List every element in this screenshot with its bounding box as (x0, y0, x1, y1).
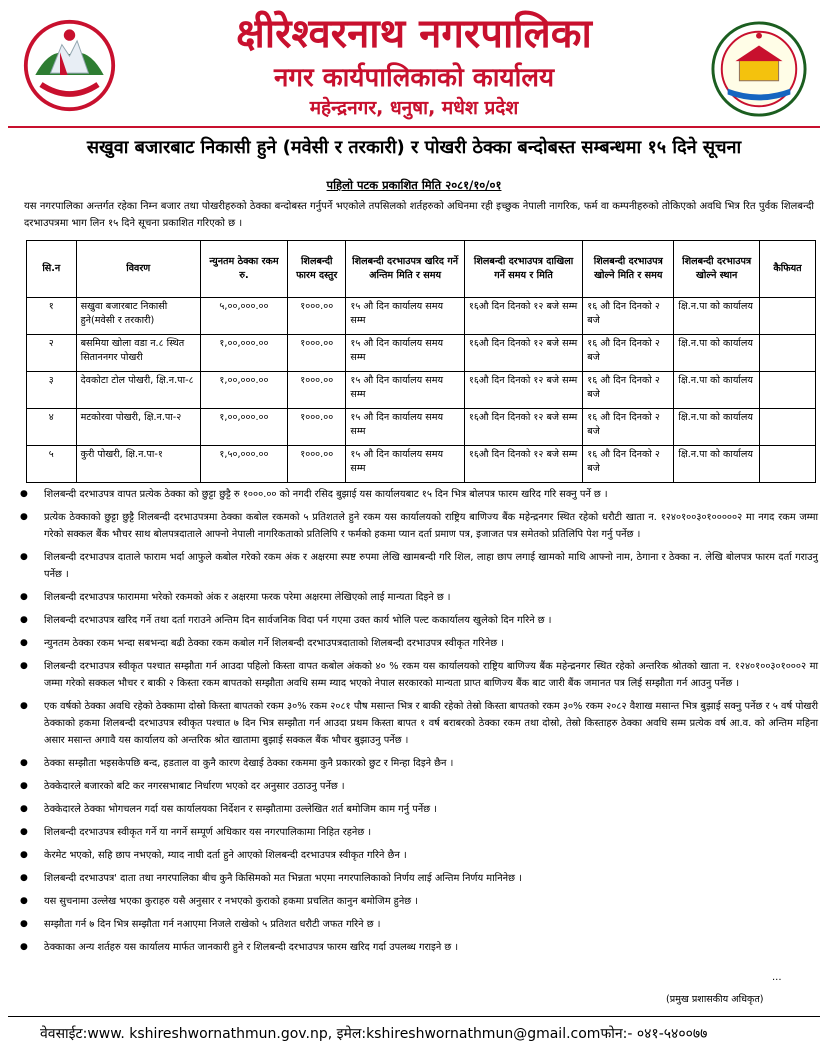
table-cell: क्षि.न.पा को कार्यालय (674, 372, 760, 409)
table-cell (759, 372, 815, 409)
list-item: ● शिलबन्दी दरभाउपत्र वापत प्रत्येक ठेक्का को छुट्टा छुट्टै रु १०००.०० को नगदी रसिद बुझाई यस कार्यालयबाट १५ दिन भित्र बोलपत्र फारम खरिद गरि सक्नु पर्ने छ । (18, 486, 818, 503)
table-cell: १५ औ दिन कार्यालय समय सम्म (346, 409, 464, 446)
list-item: ● प्रत्येक ठेक्काको छुट्टा छुट्टै शिलबन्दी दरभाउपत्रमा ठेक्का कबोल रकमको ५ प्रतिशतले हुने रकम यस कार्यालयको राष्ट्रिय बाणिज्य बैंक महेन्द्रनगर स्थित रहेको धरौटी खाता न. १२४०१००३०१०००००२ मा नगद रकम जम्मा गरेको सक्कल बैंक भौचर साथ बोलपत्रदाताले आफ्नो नेपाली नागरिकताको प्रतिलिपि र फर्मको हकमा प्यान दर्ता प्रमाण पत्र, इजाजत पत्र समेतको प्रतिलिपि पेश गर्नु पर्नेछ । (18, 509, 818, 543)
table-cell: ५ (27, 446, 77, 483)
table-cell: बसमिया खोला वडा न.८ स्थित सिताननगर पोखरी (76, 335, 200, 372)
list-item: ● न्युनतम ठेक्का रकम भन्दा सबभन्दा बढी ठेक्का रकम कबोल गर्ने शिलबन्दी दरभाउपत्रदाताको शिलबन्दी दरभाउपत्र स्वीकृत गरिनेछ । (18, 635, 818, 652)
list-item: ● शिलबन्दी दरभाउपत्र फाराममा भरेको रकमको अंक र अक्षरमा फरक परेमा अक्षरमा लेखिएको लाई मान्यता दिइने छ । (18, 589, 818, 606)
col-header: न्युनतम ठेक्का रकम रु. (200, 241, 287, 298)
col-header: शिलबन्दी दरभाउपत्र खोल्ने स्थान (674, 241, 760, 298)
list-item: ● ठेक्का सम्झौता भइसकेपछि बन्द, हडताल वा कुनै कारण देखाई ठेक्का रकममा कुनै प्रकारको छुट र मिन्हा दिइने छैन । (18, 755, 818, 772)
table-cell: क्षि.न.पा को कार्यालय (674, 335, 760, 372)
table-cell: देवकोटा टोल पोखरी, क्षि.न.पा-८ (76, 372, 200, 409)
table-cell: सखुवा बजारबाट निकासी हुने(मवेसी र तरकारी) (76, 298, 200, 335)
office-address: महेन्द्रनगर, धनुषा, मधेश प्रदेश (309, 97, 519, 119)
header (0, 0, 828, 132)
col-header: विवरण (76, 241, 200, 298)
table-cell: १६ औ दिन दिनको २ बजे (583, 446, 674, 483)
table-cell: १,००,०००.०० (200, 335, 287, 372)
footer-divider (8, 1016, 820, 1017)
table-cell (759, 298, 815, 335)
col-header: सि.न (27, 241, 77, 298)
phone-label: फोन: (600, 1026, 628, 1042)
table-cell: १०००.०० (288, 298, 346, 335)
list-item: ● ठेक्काका अन्य शर्तहरु यस कार्यालय मार्फत जानकारी हुने र शिलबन्दी दरभाउपत्र फारम खरिद गर्दा उपलब्ध गराइने छ । (18, 939, 818, 956)
table-cell: ३ (27, 372, 77, 409)
table-cell: १०००.०० (288, 372, 346, 409)
website-link[interactable]: www. kshireshwornathmun.gov.np, (87, 1026, 333, 1042)
municipality-logo-icon (710, 20, 808, 118)
table-cell: १,००,०००.०० (200, 372, 287, 409)
list-item: ● केरमेट भएको, सहि छाप नभएको, म्याद नाघी दर्ता हुने आएको शिलबन्दी दरभाउपत्र स्वीकृत गरिने छैन । (18, 847, 818, 864)
table-cell: १६ औ दिन दिनको २ बजे (583, 298, 674, 335)
table-cell: १५ औ दिन कार्यालय समय सम्म (346, 372, 464, 409)
list-item: ● ठेक्केदारले बजारको बटि कर नगरसभाबाट निर्धारण भएको दर अनुसार उठाउनु पर्नेछ । (18, 778, 818, 795)
table-cell: १६ औ दिन दिनको २ बजे (583, 372, 674, 409)
publication-date: पहिलो पटक प्रकाशित मिति २०८१/१०/०१ (326, 178, 502, 192)
table-cell: १५ औ दिन कार्यालय समय सम्म (346, 335, 464, 372)
table-cell: १,५०,०००.०० (200, 446, 287, 483)
table-cell: १०००.०० (288, 335, 346, 372)
list-item: ● सम्झौता गर्न ७ दिन भित्र सम्झौता गर्न नआएमा निजले राखेको ५ प्रतिशत धरौटी जफत गरिने छ । (18, 916, 818, 933)
table-cell: क्षि.न.पा को कार्यालय (674, 298, 760, 335)
table-row (27, 409, 816, 446)
table-cell: क्षि.न.पा को कार्यालय (674, 446, 760, 483)
footer (40, 1024, 820, 1044)
table-cell: ४ (27, 409, 77, 446)
col-header: शिलबन्दी फारम दस्तुर (288, 241, 346, 298)
list-item: ● शिलबन्दी दरभाउपत्र खरिद गर्ने तथा दर्ता गराउने अन्तिम दिन सार्वजनिक विदा पर्न गएमा उक्त कार्य भोलि पल्ट ककार्यालय खुलेको दिन गरिने छ । (18, 612, 818, 629)
terms-list (18, 486, 818, 962)
list-item: ● शिलबन्दी दरभाउपत्र स्वीकृत पश्चात सम्झौता गर्न आउदा पहिलो किस्ता वापत कबोल अंकको ४० % रकम यस कार्यालयको राष्ट्रिय बाणिज्य बैंक महेन्द्रनगर स्थित रहेको अन्तरिक श्रोतको खाता न. १२४०१००३०१०००२ मा जम्मा गरेको सक्कल भौचर र बाकी २ किस्ता रकम बापतको सम्झौता अवधि सम्म म्याद भएको नेपाल सरकारको मान्यता प्राप्त बाणिज्य बैंक बाट जारी बैंक जमानत पत्र लिई सम्झौता गर्न आउनु पर्नेछ । (18, 658, 818, 692)
table-cell: १६औ दिन दिनको १२ बजे सम्म (464, 446, 582, 483)
table-cell: १५ औ दिन कार्यालय समय सम्म (346, 298, 464, 335)
tender-table (26, 240, 816, 483)
col-header: शिलबन्दी दरभाउपत्र दाखिला गर्ने समय र मिति (464, 241, 582, 298)
col-header: शिलबन्दी दरभाउपत्र खोल्ने मिति र समय (583, 241, 674, 298)
table-row (27, 372, 816, 409)
table-cell: क्षि.न.पा को कार्यालय (674, 409, 760, 446)
table-cell: १०००.०० (288, 409, 346, 446)
intro-paragraph: यस नगरपालिका अन्तर्गत रहेका निम्न बजार तथा पोखरीहरुको ठेक्का बन्दोबस्त गर्नुपर्ने भएकोले तपसिलको शर्तहरुको अधिनमा रही इच्छुक नेपाली नागरिक, फर्म वा कम्पनीहरुको तोकिएको अवधि भित्र रित पुर्वक शिलबन्दी दरभाउपत्रमा भाग लिन १५ दिने सूचना प्रकाशित गरिएको छ । (24, 201, 814, 229)
notice-title: सखुवा बजारबाट निकासी हुने (मवेसी र तरकारी) र पोखरी ठेक्का बन्दोबस्त सम्बन्धमा १५ दिने सूचना (86, 137, 742, 158)
table-cell: १६औ दिन दिनको १२ बजे सम्म (464, 335, 582, 372)
office-title: नगर कार्यपालिकाको कार्यालय (273, 63, 555, 93)
col-header: शिलबन्दी दरभाउपत्र खरिद गर्ने अन्तिम मिति र समय (346, 241, 464, 298)
table-header-row (27, 241, 816, 298)
table-cell: १६औ दिन दिनको १२ बजे सम्म (464, 372, 582, 409)
table-cell (759, 446, 815, 483)
table-cell: १ (27, 298, 77, 335)
email-link[interactable]: kshireshwornathmun@gmail.com (366, 1026, 601, 1042)
list-item: ● एक वर्षको ठेक्का अवधि रहेको ठेक्कामा दोस्रो किस्ता बापतको रकम ३०% रकम २०८१ पौष मसान्त भित्र र बाकी रहेको तेस्रो किस्ता बापतको रकम ३०% रकम २०८२ वैशाख मसान्त भित्र बुझाई सक्नु पर्नेछ र ५ वर्ष पोखरी ठेक्काको हकमा शिलबन्दी दरभाउपत्र स्वीकृत पश्चात ७ दिन भित्र सम्झौता गर्न आउदा प्रथम किस्ता बापत १ वर्ष बराबरको ठेक्का रकम तथा दोस्रो, तेस्रो किस्ताहरु ठेक्का अवधि सम्म प्रत्येक वर्ष आ.व. को अन्तिम महिना असार मसान्त अगावै यस कार्यालय को अन्तरिक श्रोत खातामा बुझाई सक्कल बैंक भौचर बुझाउनु पर्नेछ । (18, 698, 818, 749)
table-cell: १६ औ दिन दिनको २ बजे (583, 335, 674, 372)
table-cell: कुरी पोखरी, क्षि.न.पा-१ (76, 446, 200, 483)
list-item: ● यस सुचनामा उल्लेख भएका कुराहरु यसै अनुसार र नभएको कुराको हकमा प्रचलित कानुन बमोजिम हुनेछ । (18, 893, 818, 910)
table-cell: १५ औ दिन कार्यालय समय सम्म (346, 446, 464, 483)
list-item: ● शिलबन्दी दरभाउपत्र स्वीकृत गर्ने या नगर्ने सम्पूर्ण अधिकार यस नगरपालिकामा निहित रहनेछ । (18, 824, 818, 841)
table-row (27, 298, 816, 335)
table-cell: २ (27, 335, 77, 372)
table-row (27, 446, 816, 483)
table-cell (759, 409, 815, 446)
signature-label: (प्रमुख प्रशासकीय अधिकृत) (666, 994, 764, 1005)
col-header: कैफियत (759, 241, 815, 298)
list-item: ● ठेक्केदारले ठेक्का भोगचलन गर्दा यस कार्यालयका निर्देशन र सम्झौतामा उल्लेखित शर्त बमोजिम काम गर्नु पर्नेछ । (18, 801, 818, 818)
table-cell: १६औ दिन दिनको १२ बजे सम्म (464, 409, 582, 446)
header-divider (8, 126, 820, 128)
phone-number: - ०४१-५४००७७ (627, 1026, 708, 1042)
signature-dots: ... (772, 972, 782, 983)
table-cell (759, 335, 815, 372)
list-item: ● शिलबन्दी दरभाउपत्र' दाता तथा नगरपालिका बीच कुनै किसिमको मत भिन्नता भएमा नगरपालिकाको निर्णय लाई अन्तिम निर्णय मानिनेछ । (18, 870, 818, 887)
table-row (27, 335, 816, 372)
email-label: इमेल: (336, 1026, 367, 1042)
table-cell: ५,००,०००.०० (200, 298, 287, 335)
table-cell: १०००.०० (288, 446, 346, 483)
table-cell: १,००,०००.०० (200, 409, 287, 446)
list-item: ● शिलबन्दी दरभाउपत्र दाताले फाराम भर्दा आफुले कबोल गरेको रकम अंक र अक्षरमा स्पष्ट रुपमा लेखि खामबन्दी गरि शिल, लाहा छाप लगाई खामको माथि आफ्नो नाम, ठेगाना र ठेक्का न. लेखि बोलपत्र फारम दर्ता गराउनु पर्नेछ । (18, 549, 818, 583)
website-label: वेवसाईट: (40, 1026, 88, 1042)
table-cell: १६ औ दिन दिनको २ बजे (583, 409, 674, 446)
table-cell: १६औ दिन दिनको १२ बजे सम्म (464, 298, 582, 335)
table-cell: मटकोरवा पोखरी, क्षि.न.पा-२ (76, 409, 200, 446)
municipality-title: क्षीरेश्वरनाथ नगरपालिका (236, 11, 592, 57)
